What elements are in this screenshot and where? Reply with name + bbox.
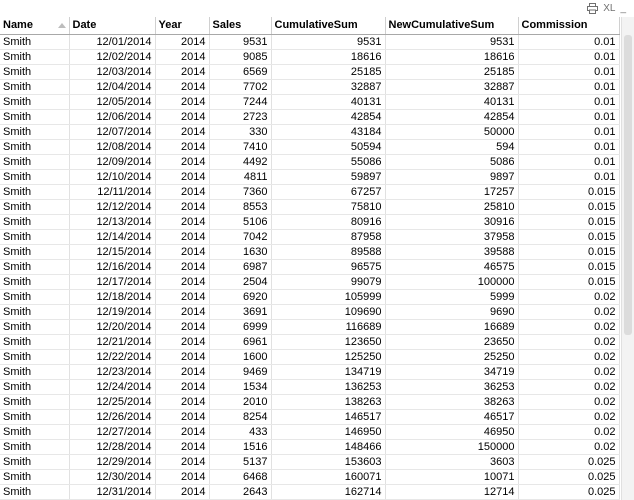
cell-sales: 433 xyxy=(209,424,271,439)
cell-sales: 9531 xyxy=(209,34,271,49)
cell-name: Smith xyxy=(0,469,69,484)
cell-name: Smith xyxy=(0,304,69,319)
cell-newcumulativesum: 16689 xyxy=(385,319,518,334)
cell-name: Smith xyxy=(0,64,69,79)
cell-newcumulativesum: 37958 xyxy=(385,229,518,244)
cell-sales: 2723 xyxy=(209,109,271,124)
table-row[interactable] xyxy=(0,139,619,154)
cell-commission: 0.015 xyxy=(518,244,619,259)
cell-date: 12/25/2014 xyxy=(69,394,155,409)
table-row[interactable] xyxy=(0,274,619,289)
cell-year: 2014 xyxy=(155,124,209,139)
column-header-date[interactable] xyxy=(69,17,155,34)
cell-newcumulativesum: 46517 xyxy=(385,409,518,424)
cell-name: Smith xyxy=(0,394,69,409)
cell-date: 12/01/2014 xyxy=(69,34,155,49)
cell-newcumulativesum: 150000 xyxy=(385,439,518,454)
column-header-label: Date xyxy=(72,19,97,32)
cell-date: 12/24/2014 xyxy=(69,379,155,394)
column-header-cumulativesum[interactable] xyxy=(271,17,385,34)
cell-commission: 0.02 xyxy=(518,319,619,334)
cell-newcumulativesum: 17257 xyxy=(385,184,518,199)
column-header-label: Year xyxy=(158,19,182,32)
table-row[interactable] xyxy=(0,214,619,229)
scrollbar-thumb[interactable] xyxy=(624,35,632,335)
cell-commission: 0.02 xyxy=(518,394,619,409)
table-row[interactable] xyxy=(0,439,619,454)
export-excel-button[interactable]: XL xyxy=(603,3,616,14)
cell-year: 2014 xyxy=(155,319,209,334)
cell-newcumulativesum: 46575 xyxy=(385,259,518,274)
cell-year: 2014 xyxy=(155,394,209,409)
cell-year: 2014 xyxy=(155,34,209,49)
table-row[interactable] xyxy=(0,319,619,334)
cell-commission: 0.015 xyxy=(518,229,619,244)
cell-date: 12/05/2014 xyxy=(69,94,155,109)
cell-commission: 0.025 xyxy=(518,469,619,484)
cell-newcumulativesum: 100000 xyxy=(385,274,518,289)
table-row[interactable] xyxy=(0,49,619,64)
cell-cumulativesum: 136253 xyxy=(271,379,385,394)
caption-icons xyxy=(587,1,626,16)
table-row[interactable] xyxy=(0,244,619,259)
cell-cumulativesum: 67257 xyxy=(271,184,385,199)
cell-name: Smith xyxy=(0,229,69,244)
cell-sales: 2643 xyxy=(209,484,271,499)
cell-year: 2014 xyxy=(155,409,209,424)
cell-commission: 0.01 xyxy=(518,109,619,124)
column-header-sales[interactable] xyxy=(209,17,271,34)
cell-sales: 330 xyxy=(209,124,271,139)
table-row[interactable] xyxy=(0,334,619,349)
cell-date: 12/20/2014 xyxy=(69,319,155,334)
vertical-scrollbar[interactable] xyxy=(621,17,634,500)
cell-year: 2014 xyxy=(155,64,209,79)
cell-year: 2014 xyxy=(155,169,209,184)
data-table xyxy=(0,17,620,500)
cell-name: Smith xyxy=(0,34,69,49)
table-row[interactable] xyxy=(0,424,619,439)
cell-date: 12/19/2014 xyxy=(69,304,155,319)
cell-cumulativesum: 125250 xyxy=(271,349,385,364)
cell-name: Smith xyxy=(0,79,69,94)
cell-cumulativesum: 32887 xyxy=(271,79,385,94)
cell-date: 12/22/2014 xyxy=(69,349,155,364)
cell-commission: 0.015 xyxy=(518,214,619,229)
cell-newcumulativesum: 25810 xyxy=(385,199,518,214)
sort-indicator-icon xyxy=(58,23,66,28)
cell-sales: 7042 xyxy=(209,229,271,244)
cell-sales: 3691 xyxy=(209,304,271,319)
cell-cumulativesum: 42854 xyxy=(271,109,385,124)
cell-cumulativesum: 96575 xyxy=(271,259,385,274)
cell-sales: 7410 xyxy=(209,139,271,154)
cell-year: 2014 xyxy=(155,439,209,454)
table-row[interactable] xyxy=(0,34,619,49)
cell-year: 2014 xyxy=(155,289,209,304)
table-row[interactable] xyxy=(0,109,619,124)
table-body xyxy=(0,34,619,499)
cell-date: 12/27/2014 xyxy=(69,424,155,439)
table-row[interactable] xyxy=(0,454,619,469)
cell-date: 12/23/2014 xyxy=(69,364,155,379)
cell-date: 12/18/2014 xyxy=(69,289,155,304)
cell-commission: 0.01 xyxy=(518,169,619,184)
cell-newcumulativesum: 50000 xyxy=(385,124,518,139)
cell-newcumulativesum: 18616 xyxy=(385,49,518,64)
cell-year: 2014 xyxy=(155,364,209,379)
cell-date: 12/14/2014 xyxy=(69,229,155,244)
cell-newcumulativesum: 5086 xyxy=(385,154,518,169)
cell-date: 12/06/2014 xyxy=(69,109,155,124)
cell-commission: 0.015 xyxy=(518,199,619,214)
cell-name: Smith xyxy=(0,274,69,289)
cell-date: 12/15/2014 xyxy=(69,244,155,259)
cell-commission: 0.02 xyxy=(518,304,619,319)
cell-name: Smith xyxy=(0,214,69,229)
cell-sales: 2504 xyxy=(209,274,271,289)
table-row[interactable] xyxy=(0,79,619,94)
cell-newcumulativesum: 40131 xyxy=(385,94,518,109)
column-header-label: NewCumulativeSum xyxy=(388,19,495,32)
cell-cumulativesum: 87958 xyxy=(271,229,385,244)
cell-sales: 6468 xyxy=(209,469,271,484)
cell-name: Smith xyxy=(0,334,69,349)
table-row[interactable] xyxy=(0,124,619,139)
cell-name: Smith xyxy=(0,184,69,199)
cell-commission: 0.02 xyxy=(518,334,619,349)
cell-year: 2014 xyxy=(155,214,209,229)
cell-year: 2014 xyxy=(155,244,209,259)
cell-year: 2014 xyxy=(155,79,209,94)
cell-name: Smith xyxy=(0,379,69,394)
table-row[interactable] xyxy=(0,379,619,394)
cell-year: 2014 xyxy=(155,334,209,349)
cell-cumulativesum: 40131 xyxy=(271,94,385,109)
cell-year: 2014 xyxy=(155,109,209,124)
cell-newcumulativesum: 9531 xyxy=(385,34,518,49)
cell-cumulativesum: 148466 xyxy=(271,439,385,454)
cell-date: 12/17/2014 xyxy=(69,274,155,289)
cell-cumulativesum: 9531 xyxy=(271,34,385,49)
cell-name: Smith xyxy=(0,439,69,454)
cell-cumulativesum: 134719 xyxy=(271,364,385,379)
table-row[interactable] xyxy=(0,364,619,379)
cell-cumulativesum: 153603 xyxy=(271,454,385,469)
table-row[interactable] xyxy=(0,469,619,484)
cell-newcumulativesum: 34719 xyxy=(385,364,518,379)
cell-sales: 7702 xyxy=(209,79,271,94)
cell-cumulativesum: 80916 xyxy=(271,214,385,229)
cell-cumulativesum: 138263 xyxy=(271,394,385,409)
cell-cumulativesum: 146517 xyxy=(271,409,385,424)
table-row[interactable] xyxy=(0,199,619,214)
cell-date: 12/13/2014 xyxy=(69,214,155,229)
cell-commission: 0.015 xyxy=(518,274,619,289)
cell-year: 2014 xyxy=(155,379,209,394)
cell-cumulativesum: 89588 xyxy=(271,244,385,259)
cell-commission: 0.025 xyxy=(518,484,619,499)
cell-name: Smith xyxy=(0,94,69,109)
cell-sales: 4492 xyxy=(209,154,271,169)
cell-commission: 0.01 xyxy=(518,49,619,64)
cell-cumulativesum: 99079 xyxy=(271,274,385,289)
cell-cumulativesum: 43184 xyxy=(271,124,385,139)
cell-newcumulativesum: 594 xyxy=(385,139,518,154)
cell-year: 2014 xyxy=(155,229,209,244)
cell-sales: 1516 xyxy=(209,439,271,454)
cell-sales: 6999 xyxy=(209,319,271,334)
cell-sales: 8254 xyxy=(209,409,271,424)
cell-sales: 1600 xyxy=(209,349,271,364)
cell-cumulativesum: 55086 xyxy=(271,154,385,169)
cell-newcumulativesum: 32887 xyxy=(385,79,518,94)
cell-date: 12/02/2014 xyxy=(69,49,155,64)
cell-newcumulativesum: 12714 xyxy=(385,484,518,499)
column-header-label: Name xyxy=(3,19,33,32)
cell-year: 2014 xyxy=(155,94,209,109)
cell-sales: 6920 xyxy=(209,289,271,304)
cell-year: 2014 xyxy=(155,349,209,364)
cell-commission: 0.02 xyxy=(518,379,619,394)
cell-commission: 0.02 xyxy=(518,439,619,454)
cell-sales: 7244 xyxy=(209,94,271,109)
cell-year: 2014 xyxy=(155,139,209,154)
table-row[interactable] xyxy=(0,304,619,319)
cell-sales: 1534 xyxy=(209,379,271,394)
cell-newcumulativesum: 46950 xyxy=(385,424,518,439)
straight-table xyxy=(0,17,620,500)
cell-year: 2014 xyxy=(155,304,209,319)
cell-name: Smith xyxy=(0,259,69,274)
cell-date: 12/11/2014 xyxy=(69,184,155,199)
cell-date: 12/07/2014 xyxy=(69,124,155,139)
table-row[interactable] xyxy=(0,289,619,304)
cell-year: 2014 xyxy=(155,469,209,484)
column-header-newcumulativesum[interactable] xyxy=(385,17,518,34)
cell-newcumulativesum: 9690 xyxy=(385,304,518,319)
cell-date: 12/30/2014 xyxy=(69,469,155,484)
cell-commission: 0.015 xyxy=(518,259,619,274)
cell-commission: 0.02 xyxy=(518,349,619,364)
cell-date: 12/28/2014 xyxy=(69,439,155,454)
cell-year: 2014 xyxy=(155,454,209,469)
cell-commission: 0.025 xyxy=(518,454,619,469)
cell-name: Smith xyxy=(0,199,69,214)
cell-year: 2014 xyxy=(155,154,209,169)
cell-name: Smith xyxy=(0,109,69,124)
cell-name: Smith xyxy=(0,319,69,334)
cell-date: 12/16/2014 xyxy=(69,259,155,274)
column-header-label: Sales xyxy=(212,19,242,32)
cell-name: Smith xyxy=(0,154,69,169)
cell-date: 12/29/2014 xyxy=(69,454,155,469)
cell-cumulativesum: 59897 xyxy=(271,169,385,184)
column-header-label: CumulativeSum xyxy=(274,19,358,32)
cell-date: 12/03/2014 xyxy=(69,64,155,79)
table-row[interactable] xyxy=(0,409,619,424)
cell-cumulativesum: 75810 xyxy=(271,199,385,214)
table-row[interactable] xyxy=(0,259,619,274)
cell-cumulativesum: 105999 xyxy=(271,289,385,304)
printer-icon[interactable] xyxy=(587,3,598,14)
cell-sales: 5137 xyxy=(209,454,271,469)
cell-cumulativesum: 25185 xyxy=(271,64,385,79)
cell-date: 12/04/2014 xyxy=(69,79,155,94)
cell-year: 2014 xyxy=(155,274,209,289)
cell-newcumulativesum: 42854 xyxy=(385,109,518,124)
table-row[interactable] xyxy=(0,64,619,79)
cell-name: Smith xyxy=(0,124,69,139)
cell-commission: 0.02 xyxy=(518,409,619,424)
cell-cumulativesum: 146950 xyxy=(271,424,385,439)
cell-year: 2014 xyxy=(155,484,209,499)
cell-date: 12/26/2014 xyxy=(69,409,155,424)
cell-newcumulativesum: 3603 xyxy=(385,454,518,469)
cell-year: 2014 xyxy=(155,424,209,439)
minimize-button[interactable]: _ xyxy=(620,3,626,14)
cell-year: 2014 xyxy=(155,184,209,199)
column-header-name[interactable] xyxy=(0,17,69,34)
cell-newcumulativesum: 25250 xyxy=(385,349,518,364)
table-row[interactable] xyxy=(0,394,619,409)
cell-year: 2014 xyxy=(155,199,209,214)
cell-date: 12/10/2014 xyxy=(69,169,155,184)
table-row[interactable] xyxy=(0,484,619,499)
cell-sales: 8553 xyxy=(209,199,271,214)
cell-commission: 0.01 xyxy=(518,79,619,94)
cell-sales: 9469 xyxy=(209,364,271,379)
cell-commission: 0.01 xyxy=(518,154,619,169)
cell-sales: 9085 xyxy=(209,49,271,64)
cell-commission: 0.01 xyxy=(518,64,619,79)
cell-commission: 0.02 xyxy=(518,364,619,379)
cell-newcumulativesum: 39588 xyxy=(385,244,518,259)
table-header-row xyxy=(0,17,619,34)
cell-cumulativesum: 116689 xyxy=(271,319,385,334)
cell-sales: 7360 xyxy=(209,184,271,199)
table-caption-bar xyxy=(0,0,634,17)
cell-sales: 6961 xyxy=(209,334,271,349)
cell-sales: 6569 xyxy=(209,64,271,79)
cell-commission: 0.01 xyxy=(518,34,619,49)
cell-cumulativesum: 109690 xyxy=(271,304,385,319)
cell-name: Smith xyxy=(0,424,69,439)
cell-sales: 2010 xyxy=(209,394,271,409)
table-row[interactable] xyxy=(0,184,619,199)
cell-name: Smith xyxy=(0,289,69,304)
table-row[interactable] xyxy=(0,349,619,364)
cell-date: 12/08/2014 xyxy=(69,139,155,154)
cell-commission: 0.015 xyxy=(518,184,619,199)
table-row[interactable] xyxy=(0,229,619,244)
cell-year: 2014 xyxy=(155,259,209,274)
cell-commission: 0.02 xyxy=(518,289,619,304)
cell-name: Smith xyxy=(0,409,69,424)
cell-date: 12/31/2014 xyxy=(69,484,155,499)
cell-newcumulativesum: 36253 xyxy=(385,379,518,394)
cell-sales: 5106 xyxy=(209,214,271,229)
cell-name: Smith xyxy=(0,349,69,364)
cell-commission: 0.01 xyxy=(518,139,619,154)
cell-date: 12/12/2014 xyxy=(69,199,155,214)
cell-sales: 4811 xyxy=(209,169,271,184)
cell-name: Smith xyxy=(0,484,69,499)
cell-year: 2014 xyxy=(155,49,209,64)
cell-name: Smith xyxy=(0,454,69,469)
cell-cumulativesum: 50594 xyxy=(271,139,385,154)
cell-commission: 0.01 xyxy=(518,124,619,139)
cell-name: Smith xyxy=(0,139,69,154)
cell-name: Smith xyxy=(0,364,69,379)
column-header-label: Commission xyxy=(521,19,588,32)
column-header-year[interactable] xyxy=(155,17,209,34)
cell-name: Smith xyxy=(0,49,69,64)
cell-commission: 0.02 xyxy=(518,424,619,439)
cell-newcumulativesum: 9897 xyxy=(385,169,518,184)
cell-newcumulativesum: 23650 xyxy=(385,334,518,349)
cell-date: 12/21/2014 xyxy=(69,334,155,349)
cell-cumulativesum: 160071 xyxy=(271,469,385,484)
table-row[interactable] xyxy=(0,94,619,109)
table-row[interactable] xyxy=(0,154,619,169)
cell-commission: 0.01 xyxy=(518,94,619,109)
cell-name: Smith xyxy=(0,244,69,259)
table-row[interactable] xyxy=(0,169,619,184)
cell-name: Smith xyxy=(0,169,69,184)
cell-newcumulativesum: 30916 xyxy=(385,214,518,229)
column-header-commission[interactable] xyxy=(518,17,619,34)
cell-sales: 6987 xyxy=(209,259,271,274)
cell-newcumulativesum: 5999 xyxy=(385,289,518,304)
cell-cumulativesum: 18616 xyxy=(271,49,385,64)
cell-date: 12/09/2014 xyxy=(69,154,155,169)
cell-cumulativesum: 162714 xyxy=(271,484,385,499)
cell-cumulativesum: 123650 xyxy=(271,334,385,349)
cell-sales: 1630 xyxy=(209,244,271,259)
cell-newcumulativesum: 38263 xyxy=(385,394,518,409)
cell-newcumulativesum: 10071 xyxy=(385,469,518,484)
cell-newcumulativesum: 25185 xyxy=(385,64,518,79)
